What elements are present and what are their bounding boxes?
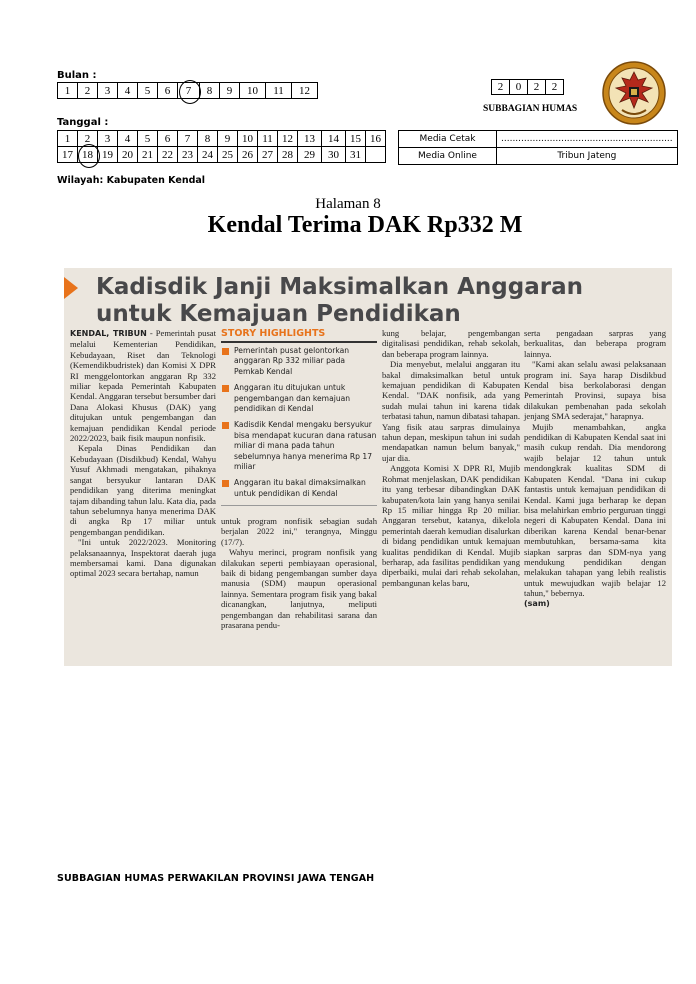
article-column-3 (382, 328, 520, 588)
tanggal-cell: 6 (158, 131, 178, 147)
highlight-item: Pemerintah pusat gelontorkan anggaran Rp 332 miliar pada Pemkab Kendal (221, 346, 377, 377)
tanggal-cell: 14 (322, 131, 346, 147)
tanggal-cell: 25 (218, 147, 238, 163)
dateline: KENDAL, TRIBUN (70, 329, 147, 338)
paragraph: Kepala Dinas Pendidikan dan Kebudayaan (Disdikbud) Kendal, Wahyu Yusuf Akhmadi mengatakan, pihaknya sangat bersyukur lantaran DAK pendidikan yang diterima meningkat tajam dibanding tahun lalu. Kata dia, pada tahun sebelumnya hanya menerima DAK di angka Rp 17 miliar untuk pengembangan pendidikan. (70, 443, 216, 537)
bulan-cell: 3 (98, 83, 118, 99)
paragraph: serta pengadaan sarpras yang berkualitas, dan beberapa program lainnya. (524, 328, 666, 359)
subbagian-label: SUBBAGIAN HUMAS (483, 104, 578, 114)
tanggal-cell (366, 147, 386, 163)
tanggal-cell: 5 (138, 131, 158, 147)
media-table (398, 130, 678, 165)
tanggal-cell: 7 (178, 131, 198, 147)
tanggal-cell: 28 (278, 147, 298, 163)
headline: Kendal Terima DAK Rp332 M (207, 212, 523, 238)
media-online-value: Tribun Jateng (497, 148, 678, 165)
tanggal-cell: 10 (238, 131, 258, 147)
tanggal-cell: 19 (98, 147, 118, 163)
tanggal-cell: 20 (118, 147, 138, 163)
paragraph: "Kami akan selalu awasi pelaksanaan program ini. Saya harap Disdikbud Kendal bisa berkolaborasi dengan Pemerintah Provinsi, supaya bisa dilakukan pembenahan pada sekolah jenjang SMA sederajat," harapnya. (524, 359, 666, 422)
bulan-grid (57, 82, 318, 99)
square-bullet-icon (222, 480, 229, 487)
year-digit: 2 (528, 80, 546, 95)
tanggal-cell: 3 (98, 131, 118, 147)
article-title (74, 274, 664, 328)
year-digit: 2 (492, 80, 510, 95)
tanggal-cell: 11 (258, 131, 278, 147)
tanggal-grid (57, 130, 386, 163)
media-cetak-value: ............................................................ (497, 131, 678, 148)
tanggal-cell: 17 (58, 147, 78, 163)
article-column-1 (70, 328, 216, 579)
article-title-text: Kadisdik Janji Maksimalkan Anggaran untuk Kemajuan Pendidikan (96, 274, 583, 327)
tanggal-cell: 2 (78, 131, 98, 147)
bulan-cell: 8 (200, 83, 220, 99)
article-column-4 (524, 328, 666, 609)
bulan-cell: 6 (158, 83, 178, 99)
bulan-cell: 1 (58, 83, 78, 99)
square-bullet-icon (222, 348, 229, 355)
tanggal-cell: 13 (298, 131, 322, 147)
highlight-item: Anggaran itu bakal dimaksimalkan untuk pendidikan di Kendal (221, 478, 377, 499)
tanggal-cell: 4 (118, 131, 138, 147)
wilayah-label: Wilayah: Kabupaten Kendal (57, 175, 206, 186)
tanggal-cell-selected: 18 (78, 147, 98, 163)
highlight-item: Anggaran itu ditujukan untuk pengembangan dan kemajuan pendidikan di Kendal (221, 383, 377, 414)
paragraph: KENDAL, TRIBUN - Pemerintah pusat melalui Kementerian Pendidikan, Kebudayaan, Riset dan Teknologi (Kemendikbudristek) dan Komisi X DPR RI menggelontorkan anggaran Rp 332 miliar kepada Pemerintah Kabupaten Kendal. Anggaran tersebut bersumber dari Dana Alokasi Khusus (DAK) yang ditujukan untuk pengembangan dan kemajuan pendidikan Kendal periode 2022/2023, baik fisik maupun nonfisik. (70, 328, 216, 444)
year-digit: 0 (510, 80, 528, 95)
bulan-cell: 11 (266, 83, 292, 99)
tanggal-cell: 15 (346, 131, 366, 147)
tanggal-cell: 31 (346, 147, 366, 163)
divider (221, 505, 377, 506)
author-initials: (sam) (524, 598, 550, 608)
paragraph: "Ini untuk 2022/2023. Monitoring pelaksanaannya, Inspektorat daerah juga membersamai kami. Dana digunakan optimal 2023 secara bertahap, namun (70, 537, 216, 579)
story-highlights (221, 328, 377, 510)
bulan-cell: 5 (138, 83, 158, 99)
tanggal-cell: 16 (366, 131, 386, 147)
footer-label: SUBBAGIAN HUMAS PERWAKILAN PROVINSI JAWA TENGAH (57, 873, 375, 884)
tanggal-cell: 21 (138, 147, 158, 163)
bulan-cell: 2 (78, 83, 98, 99)
tanggal-cell: 12 (278, 131, 298, 147)
tanggal-cell: 27 (258, 147, 278, 163)
bulan-label: Bulan : (57, 70, 97, 81)
paragraph: Anggota Komisi X DPR RI, Mujib Rohmat menjelaskan, DAK pendidikan itu yang terbesar dibandingkan DAK kabupaten/kota lain yang hanya senilai Rp 15 miliar hingga Rp 20 miliar. Anggaran tersebut, katanya, dikelola pemerintah daerah kemudian disalurkan di bidang pendidikan untuk kemajuan kualitas pendidikan di Kendal. Mujib berharap, ada fasilitas pendidikan yang diperbaiki, mulai dari rehab sekolahan, pembangunan kelas baru, (382, 463, 520, 588)
year-grid (491, 79, 564, 95)
paragraph: kung belajar, pengembangan digitalisasi pendidikan, rehab sekolah, dan beberapa program lainnya. (382, 328, 520, 359)
bulan-cell-selected: 7 (178, 83, 200, 99)
tanggal-cell: 24 (198, 147, 218, 163)
page-number: Halaman 8 (315, 196, 381, 212)
garuda-emblem-icon (602, 60, 666, 126)
tanggal-label: Tanggal : (57, 117, 109, 128)
news-clipping (64, 268, 672, 666)
tanggal-cell: 1 (58, 131, 78, 147)
tanggal-cell: 9 (218, 131, 238, 147)
tanggal-cell: 22 (158, 147, 178, 163)
paragraph: Wahyu merinci, program nonfisik yang dilakukan seperti pembiayaan operasional, baik di bidang pengembangan sumber daya manusia (SDM) maupun operasional lainnya. Sementara program fisik yang bakal dicanangkan, lanjutnya, meliputi pengembangan dan rehabilitasi sarana dan prasarana pendu- (221, 547, 377, 631)
tanggal-cell: 30 (322, 147, 346, 163)
tanggal-cell: 29 (298, 147, 322, 163)
media-online-label: Media Online (399, 148, 497, 165)
year-digit: 2 (546, 80, 564, 95)
bulan-cell: 10 (240, 83, 266, 99)
media-cetak-label: Media Cetak (399, 131, 497, 148)
bulan-cell: 9 (220, 83, 240, 99)
tanggal-cell: 8 (198, 131, 218, 147)
highlight-item: Kadisdik Kendal mengaku bersyukur bisa mendapat kucuran dana ratusan miliar di mana pada tahun sebelumnya hanya menerima Rp 17 miliar (221, 420, 377, 472)
tanggal-cell: 23 (178, 147, 198, 163)
paragraph: Dia menyebut, melalui anggaran itu bakal dimaksimalkan betul untuk kemajuan pendidikan di Kabupaten Kendal. "DAK nonfisik, ada yang sudah mulai tahun ini karena tidak terbatasi tahun, namun dibatasi tahapan. Yang fisik atau sarpras dimulainya tahun depan, meskipun tahun ini sudah mendapatkan namun belum banyak," ujar dia. (382, 359, 520, 463)
square-bullet-icon (222, 422, 229, 429)
square-bullet-icon (222, 385, 229, 392)
bulan-cell: 4 (118, 83, 138, 99)
paragraph: Mujib menambahkan, angka pendidikan di Kabupaten Kendal saat ini masih cukup rendah. Dia mendorong wajib belajar 12 tahun untuk mendongkrak kualitas SDM di Kabupaten Kendal. "Dana ini cukup fantastis untuk kemajuan pendidikan di Kendal. Kami juga berharap ke depan bisa melahirkan embrio perguruan tinggi negeri di Kabupaten Kendal. Dana ini diberikan karena Kendal benar-benar membutuhkan, bersama-sama kita siapkan sarpras dan SDM-nya yang mendukung pendidikan dengan melakukan tahapan yang lebih realistis untuk mewujudkan wajib belajar 12 tahun," bebernya. (524, 421, 666, 599)
tanggal-cell: 26 (238, 147, 258, 163)
bulan-cell: 12 (292, 83, 318, 99)
paragraph: untuk program nonfisik sebagian sudah berjalan 2022 ini," terangnya, Minggu (17/7). (221, 516, 377, 547)
article-column-2 (221, 516, 377, 630)
story-highlights-heading: STORY HIGHLIGHTS (221, 328, 377, 343)
